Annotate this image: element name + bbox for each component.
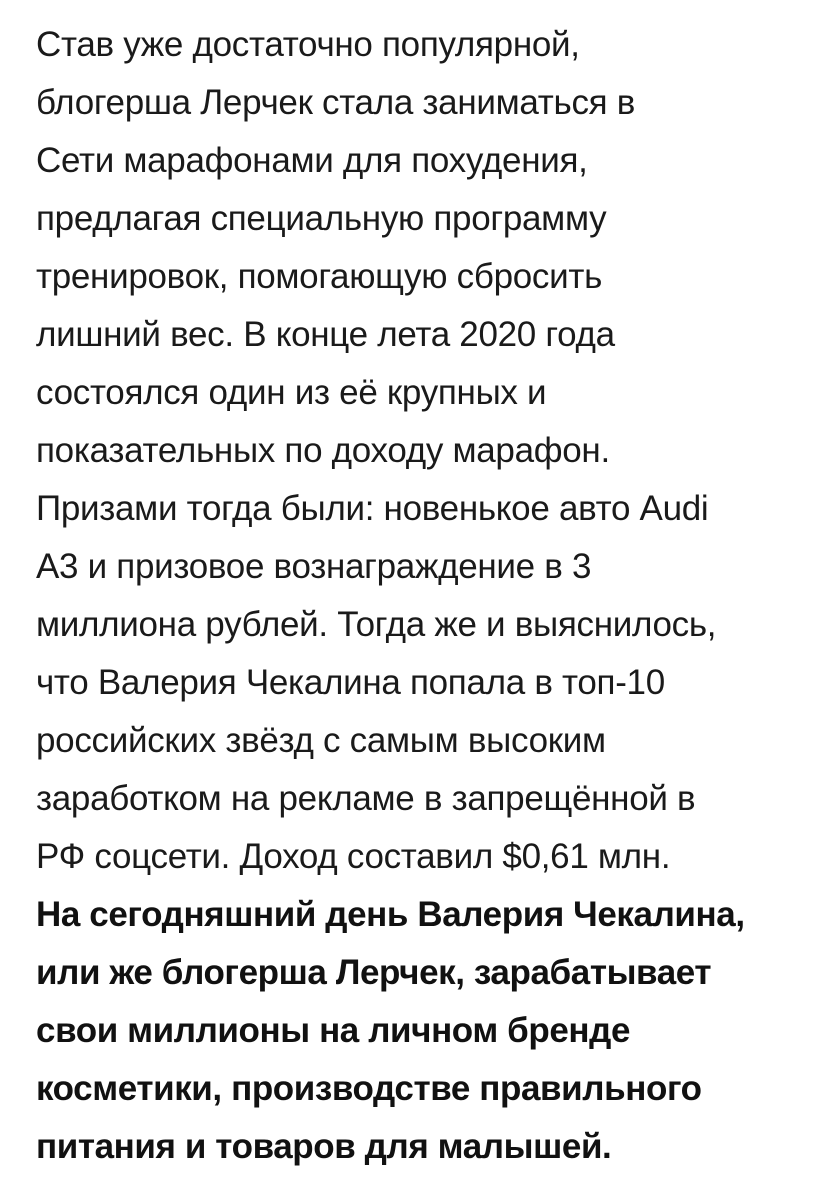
text-line: Призами тогда были: новенькое авто Audi bbox=[36, 489, 709, 528]
paragraph-regular bbox=[36, 16, 816, 886]
text-line: предлагая специальную программу bbox=[36, 199, 607, 238]
text-line: лишний вес. В конце лета 2020 года bbox=[36, 315, 615, 354]
text-line: блогерша Лерчек стала заниматься в bbox=[36, 83, 636, 122]
paragraph-bold bbox=[36, 886, 816, 1176]
text-line-bold: свои миллионы на личном бренде bbox=[36, 1011, 631, 1050]
text-line: РФ соцсети. Доход составил $0,61 млн. bbox=[36, 837, 671, 876]
text-line-bold: косметики, производстве правильного bbox=[36, 1069, 702, 1108]
text-line: A3 и призовое вознаграждение в 3 bbox=[36, 547, 592, 586]
text-line: что Валерия Чекалина попала в топ-10 bbox=[36, 663, 665, 702]
text-line: состоялся один из её крупных и bbox=[36, 373, 547, 412]
text-line: миллиона рублей. Тогда же и выяснилось, bbox=[36, 605, 717, 644]
text-line: показательных по доходу марафон. bbox=[36, 431, 610, 470]
text-line: российских звёзд с самым высоким bbox=[36, 721, 606, 760]
text-line-bold: или же блогерша Лерчек, зарабатывает bbox=[36, 953, 712, 992]
article-text bbox=[36, 16, 816, 1176]
text-line: заработком на рекламе в запрещённой в bbox=[36, 779, 696, 818]
text-line: тренировок, помогающую сбросить bbox=[36, 257, 603, 296]
text-line: Став уже достаточно популярной, bbox=[36, 25, 580, 64]
text-line: Сети марафонами для похудения, bbox=[36, 141, 588, 180]
text-line-bold: питания и товаров для малышей. bbox=[36, 1127, 612, 1166]
text-line-bold: На сегодняшний день Валерия Чекалина, bbox=[36, 895, 745, 934]
